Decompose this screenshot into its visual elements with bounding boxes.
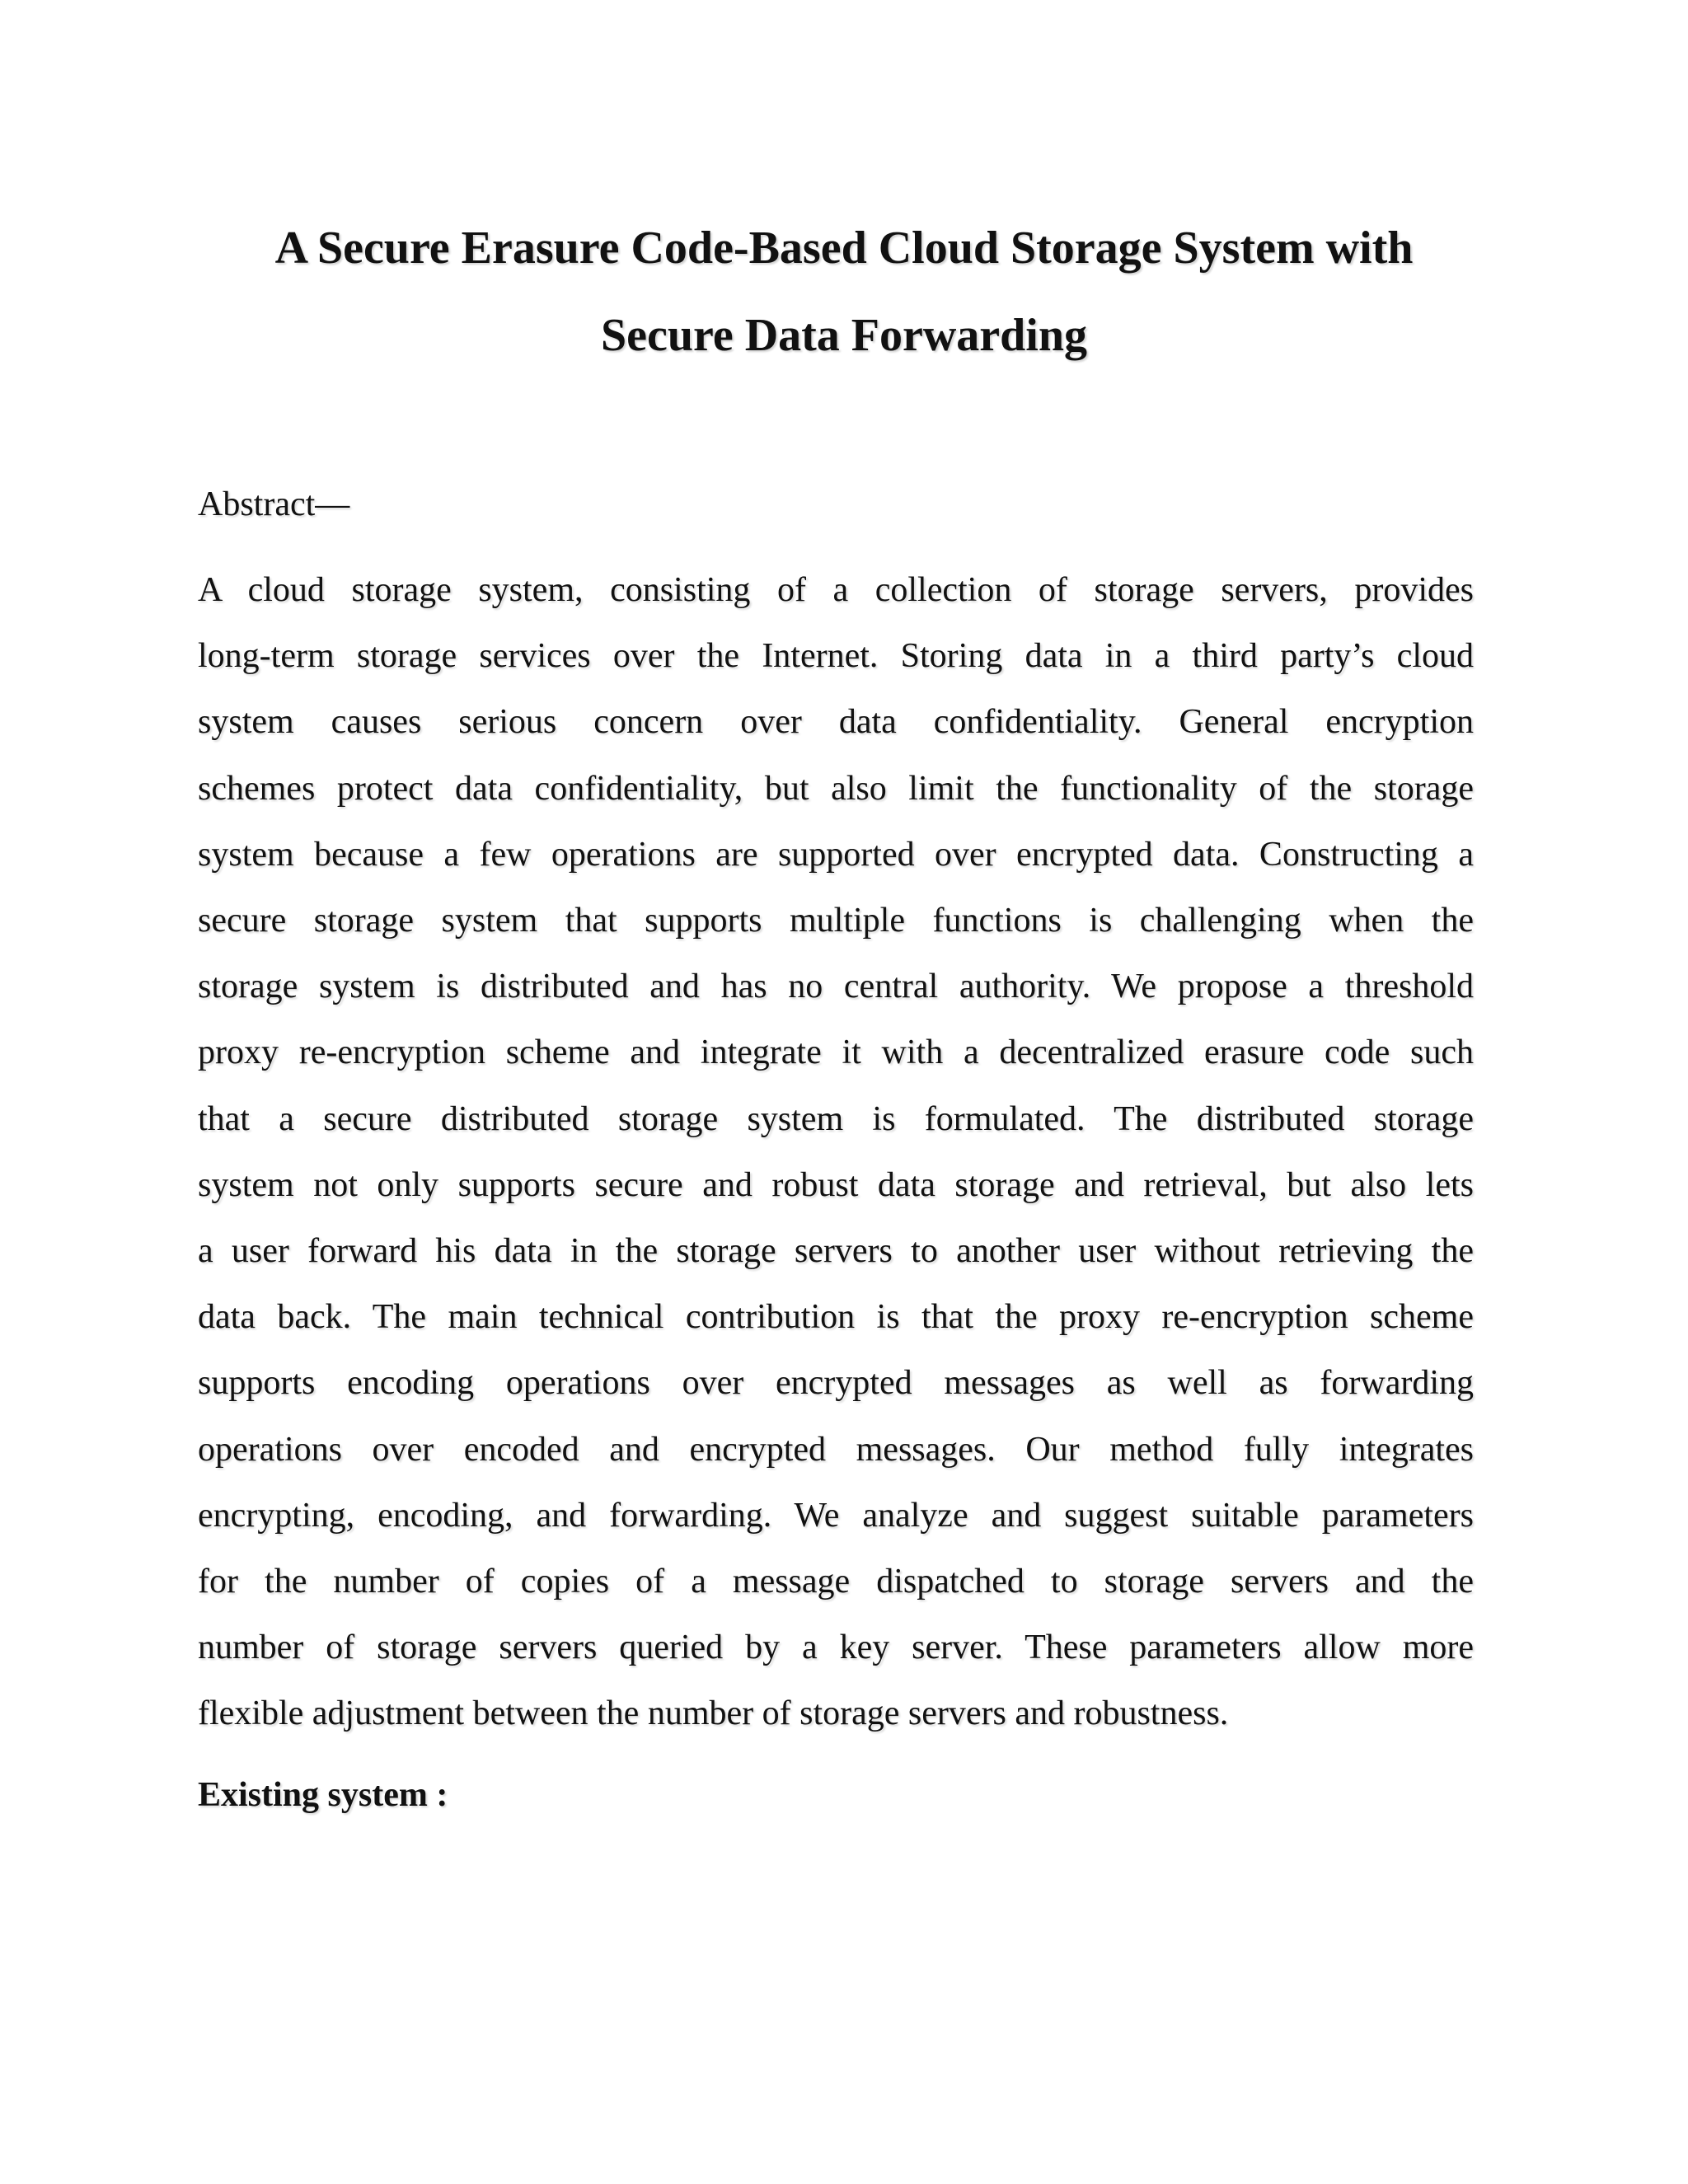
abstract-line: system causes serious concern over data confidentiality. General encryption <box>198 703 1474 742</box>
abstract-line: flexible adjustment between the number of storage servers and robustness. <box>198 1694 1229 1733</box>
abstract-label: Abstract— <box>198 485 350 523</box>
abstract-line: operations over encoded and encrypted messages. Our method fully integrates <box>198 1430 1474 1469</box>
abstract-line: number of storage servers queried by a key server. These parameters allow more <box>198 1629 1474 1667</box>
abstract-line: for the number of copies of a message dispatched to storage servers and the <box>198 1563 1474 1601</box>
abstract-line: encrypting, encoding, and forwarding. We analyze and suggest suitable parameters <box>198 1496 1474 1535</box>
page-title <box>198 204 1490 379</box>
abstract-line: data back. The main technical contribution is that the proxy re-encryption scheme <box>198 1298 1474 1337</box>
abstract-line: secure storage system that supports multiple functions is challenging when the <box>198 902 1474 940</box>
abstract-line: proxy re-encryption scheme and integrate it with a decentralized erasure code such <box>198 1033 1474 1072</box>
abstract-line: system because a few operations are supported over encrypted data. Constructing a <box>198 835 1474 874</box>
abstract-line: schemes protect data confidentiality, but also limit the functionality of the storage <box>198 769 1474 808</box>
abstract-line: a user forward his data in the storage servers to another user without retrieving the <box>198 1232 1474 1271</box>
title-line-1: A Secure Erasure Code-Based Cloud Storage System with <box>274 223 1414 274</box>
abstract-line: that a secure distributed storage system is formulated. The distributed storage <box>198 1099 1474 1138</box>
abstract-line: long-term storage services over the Internet. Storing data in a third party’s cloud <box>198 637 1474 676</box>
abstract-line: system not only supports secure and robust data storage and retrieval, but also lets <box>198 1165 1474 1204</box>
abstract-line: A cloud storage system, consisting of a collection of storage servers, provides <box>198 571 1474 609</box>
title-line-2: Secure Data Forwarding <box>601 310 1087 361</box>
abstract-line: supports encoding operations over encrypted messages as well as forwarding <box>198 1364 1474 1403</box>
existing-system-heading: Existing system : <box>198 1776 448 1814</box>
abstract-body <box>198 557 1474 1747</box>
abstract-line: storage system is distributed and has no central authority. We propose a threshold <box>198 968 1474 1006</box>
